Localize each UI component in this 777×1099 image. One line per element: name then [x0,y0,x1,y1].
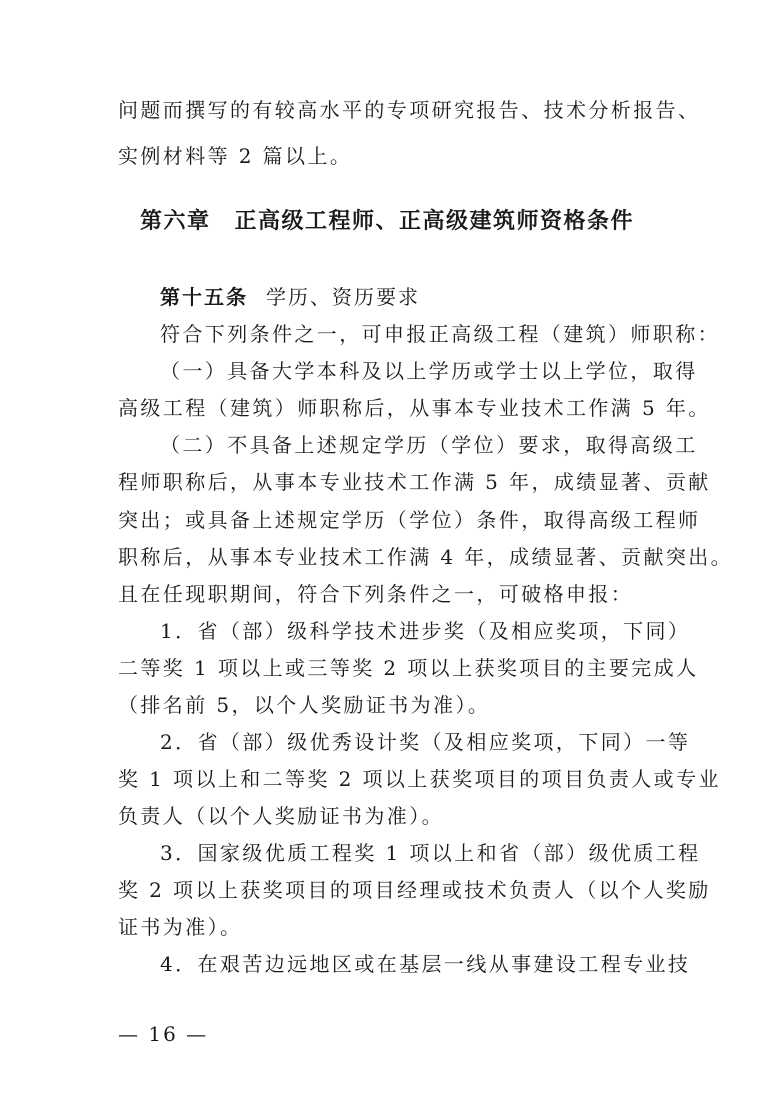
article-heading [160,283,420,311]
text-line: 实例材料等 2 篇以上。 [118,144,353,168]
paragraph-line: （一）具备大学本科及以上学历或学士以上学位，取得 [160,359,698,383]
paragraph-line: 职称后，从事本专业技术工作满 4 年，成绩显著、贡献突出。 [118,545,734,569]
paragraph-line: 且在任现职期间，符合下列条件之一，可破格申报： [118,582,634,606]
paragraph-line: 奖 1 项以上和二等奖 2 项以上获奖项目的项目负责人或专业 [118,767,721,791]
paragraph-line: 符合下列条件之一，可申报正高级工程（建筑）师职称： [160,322,720,346]
chapter-title: 正高级工程师、正高级建筑师资格条件 [234,208,635,234]
paragraph-line: 1．省（部）级科学技术进步奖（及相应奖项，下同） [160,619,691,643]
article-number: 第十五条 [160,285,248,309]
paragraph-line: 二等奖 1 项以上或三等奖 2 项以上获奖项目的主要完成人 [118,656,699,680]
paragraph-line: 3．国家级优质工程奖 1 项以上和省（部）级优质工程 [160,841,701,865]
chapter-heading [140,206,634,236]
paragraph-line: 奖 2 项以上获奖项目的项目经理或技术负责人（以个人奖励 [118,878,711,902]
paragraph-line: （二）不具备上述规定学历（学位）要求，取得高级工 [160,433,698,457]
paragraph-line: 高级工程（建筑）师职称后，从事本专业技术工作满 5 年。 [118,396,711,420]
paragraph-line: 2．省（部）级优秀设计奖（及相应奖项，下同）一等 [160,730,691,754]
paragraph-line: 4．在艰苦边远地区或在基层一线从事建设工程专业技 [160,952,691,976]
paragraph-line: 突出；或具备上述规定学历（学位）条件，取得高级工程师 [118,508,701,532]
paragraph-line: （排名前 5，以个人奖励证书为准）。 [118,693,491,717]
paragraph-line: 程师职称后，从事本专业技术工作满 5 年，成绩显著、贡献 [118,470,711,494]
page-number: — 16 — [118,1022,209,1046]
chapter-number: 第六章 [140,208,211,234]
paragraph-line: 证书为准）。 [118,915,243,939]
article-title: 学历、资历要求 [266,285,420,309]
paragraph-line: 负责人（以个人奖励证书为准）。 [118,804,444,828]
text-line: 问题而撰写的有较高水平的专项研究报告、技术分析报告、 [118,98,701,122]
